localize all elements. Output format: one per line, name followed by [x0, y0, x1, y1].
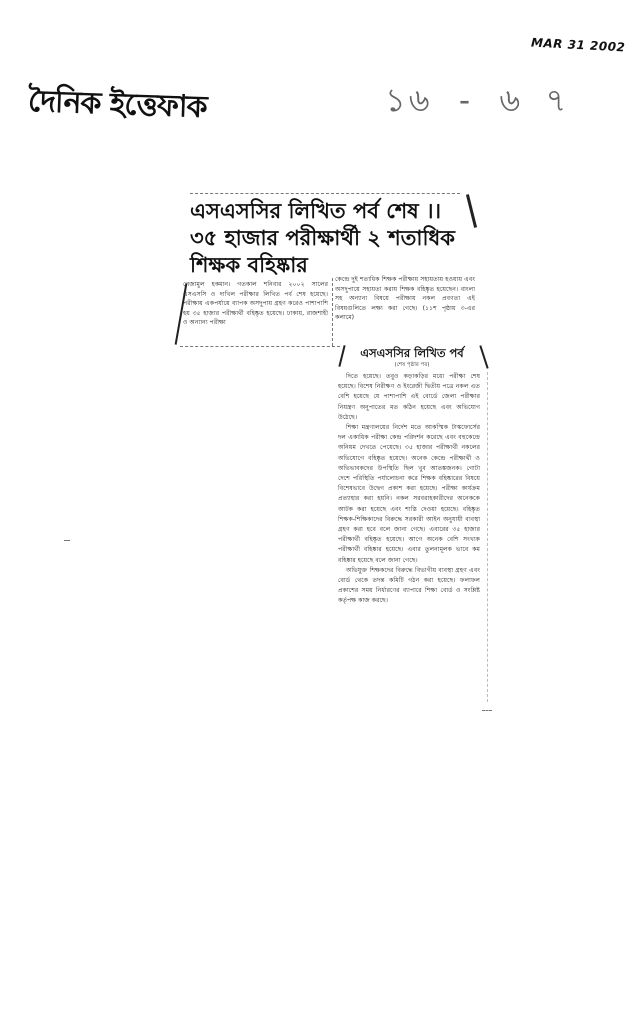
- bottom-edge-mark: [482, 710, 492, 711]
- continuation-note: (শেষ পৃষ্ঠার পর): [394, 362, 430, 368]
- clip-mid-edge: [180, 346, 340, 347]
- headline-line-2: ৩৫ হাজার পরীক্ষার্থী ২ শতাধিক: [190, 226, 455, 250]
- right-edge-mark: [487, 372, 488, 702]
- handwritten-clip-number: ১৬ - ৬ ৭: [385, 81, 570, 119]
- cont-left-stroke: [338, 345, 345, 367]
- continuation-paragraph: অভিযুক্ত শিক্ষকদের বিরুদ্ধে বিভাগীয় ব্যবস্থা গ্রহণ এবং বোর্ড থেকে তদন্ত কমিটি গঠন করা হয়েছে। ফলাফল প্রকাশের সময় নির্ধারণের ব্যাপারে শিক্ষা বোর্ড ও সংশ্লিষ্ট কর্তৃপক্ষ কাজ করছে।: [338, 566, 480, 605]
- article-body-right: কেন্দ্রে দুই শতাধিক শিক্ষক পরীক্ষায় সহায়তায় হওয়ায় এবং অসদুপায়ে সহায়তা করায় শিক্ষক বহিষ্কৃত হয়েছেন। বাংলা সহ অন্যান্য বিষয়ে পরীক্ষায় নকল প্রবণতা এই বিষয়গুলিতে লক্ষ্য করা গেছে। (১১শ পৃষ্ঠায় ৩-এর কলামে): [335, 276, 475, 322]
- article-headline: [190, 198, 470, 279]
- clip-top-edge: [190, 193, 460, 194]
- continuation-body: [338, 372, 480, 607]
- continuation-paragraph: শিক্ষা মন্ত্রণালয়ের নির্দেশ মতে আকস্মিক টাস্কফোর্সের দল একাধিক পরীক্ষা কেন্দ্র পরিদর্শন করেছে এবং বহুকেন্দ্রে অনিয়ম দেখতে পেয়েছে। ৩৫ হাজার পরীক্ষার্থী নকলের অভিযোগে বহিষ্কৃত হয়েছে। অনেক কেন্দ্রে পরীক্ষার্থী ও অভিভাবকদের উপস্থিতি ছিল খুব আতঙ্কজনক। গোটা দেশে পরিস্থিতি পর্যালোচনা করে শিক্ষক বহিষ্কারের বিষয়ে বিশেষভাবে উদ্বেগ প্রকাশ করা হয়েছে। পরীক্ষা কার্যক্রম প্রত্যাহার করা হয়নি। নকল সরবরাহকারীদের অনেককে আটক করা হয়েছে এবং শাস্তি দেওয়া হয়েছে। বহিষ্কৃত শিক্ষক-শিক্ষিকাদের বিরুদ্ধে সরকারী আইন অনুযায়ী ব্যবস্থা গ্রহণ করা হবে বলে জানা গেছে। এবারের ৩৫ হাজার পরীক্ষার্থী বহিষ্কৃত হয়েছে। আগে অনেক বেশি সংখ্যক পরীক্ষার্থী বহিষ্কার হয়েছে। এবার তুলনামূলক ভাবে কম বহিষ্কার হয়েছে বলে জানা গেছে।: [338, 424, 480, 564]
- left-margin-mark: [64, 540, 70, 541]
- cont-right-stroke: [479, 345, 488, 368]
- column-divider: [332, 278, 333, 346]
- article-body-left: নেজামুল হকমান। গতকাল শনিবার ২০০২ সালের এসএসসি ও দাখিল পরীক্ষার লিখিত পর্ব শেষ হয়েছে। পরীক্ষায় একপর্যায়ে ব্যাপক অসদুপায় গ্রহণ করেও পাশাপাশি হয় ৩৫ হাজার পরীক্ষার্থী বহিষ্কৃত হয়েছে। ঢাকায়, রাজশাহী ও অন্যান্য পরীক্ষা: [183, 281, 328, 327]
- continuation-paragraph: দিতে হয়েছে। তবুও কড়াকড়ির মধ্যে পরীক্ষা শেষ হয়েছে। বিশেষ নিরীক্ষণ ও ইংরেজী দ্বিতীয় পত্রে নকল এত বেশি হয়েছে যে পাশাপাশি এই বোর্ডে জেলা পরীক্ষার নিয়ন্ত্রণ অনুপাতের মত কঠিন হয়েছে এবং অভিযোগ উঠেছে।: [338, 373, 480, 421]
- date-stamp: MAR 31 2002: [530, 35, 626, 55]
- newspaper-name: দৈনিক ইত্তেফাক: [27, 83, 208, 126]
- headline-line-1: এসএসসির লিখিত পর্ব শেষ ।।: [190, 199, 442, 223]
- continuation-title: এসএসসির লিখিত পর্ব: [360, 346, 464, 360]
- headline-line-3: শিক্ষক বহিষ্কার: [190, 253, 308, 277]
